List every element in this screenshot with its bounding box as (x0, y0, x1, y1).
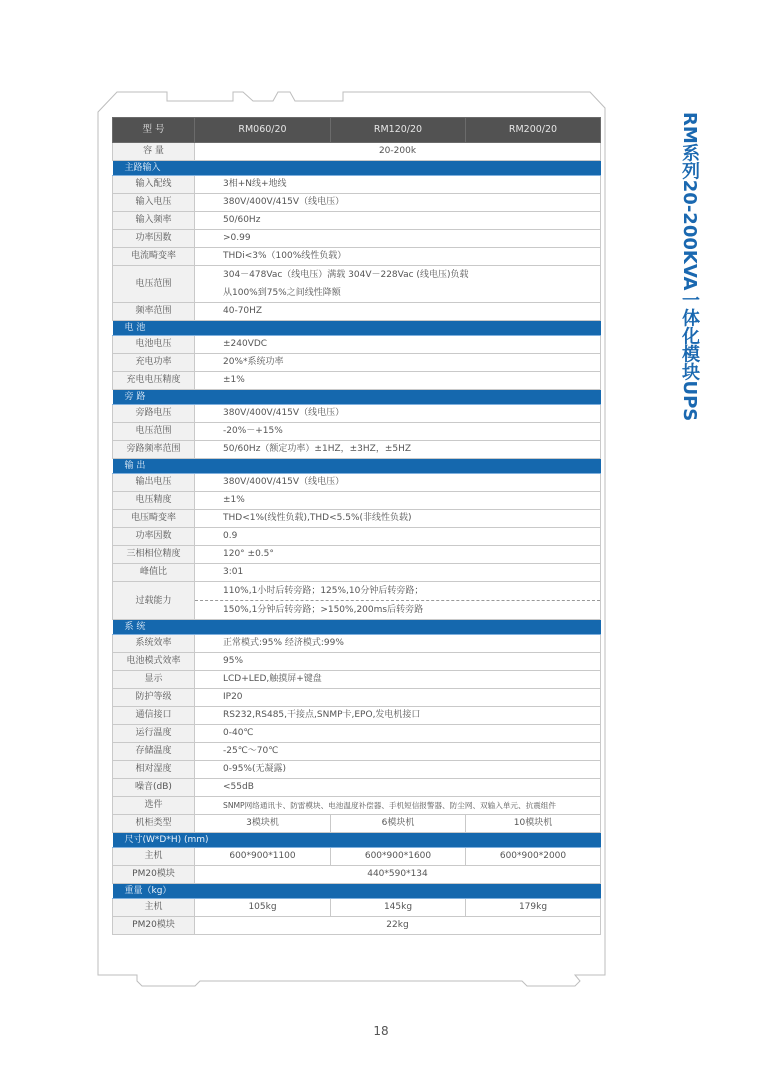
row-label: PM20模块 (113, 866, 195, 884)
row-label: 电压精度 (113, 492, 195, 510)
header-row (113, 118, 601, 143)
table-row (113, 354, 601, 372)
table-row (113, 194, 601, 212)
weight-rm060: 105kg (195, 899, 331, 917)
row-value: IP20 (195, 689, 601, 707)
dim-rm200: 600*900*2000 (466, 848, 601, 866)
row-label: 峰值比 (113, 564, 195, 582)
row-label: 容 量 (113, 143, 195, 161)
row-value: 正常模式:95% 经济模式:99% (195, 635, 601, 653)
row-value: 0-95%(无凝露) (195, 761, 601, 779)
table-row (113, 492, 601, 510)
section-title: 旁 路 (113, 390, 601, 405)
row-label: 主机 (113, 899, 195, 917)
model-rm200: RM200/20 (466, 118, 601, 143)
side-title: RM系列20-200KVA一体化模块UPS (679, 112, 700, 422)
row-label: 三相相位精度 (113, 546, 195, 564)
row-value: 440*590*134 (195, 866, 601, 884)
table-row (113, 441, 601, 459)
row-label: 输入配线 (113, 176, 195, 194)
row-label: 电流畸变率 (113, 248, 195, 266)
table-row (113, 266, 601, 303)
dimensions-module-row (113, 866, 601, 884)
row-value (195, 582, 601, 620)
row-label: 过载能力 (113, 582, 195, 620)
row-label: 机柜类型 (113, 815, 195, 833)
row-value: 20%*系统功率 (195, 354, 601, 372)
cabinet-row (113, 815, 601, 833)
weight-module-row (113, 917, 601, 935)
row-value-line2: 150%,1分钟后转旁路；>150%,200ms后转旁路 (223, 605, 424, 615)
row-value: >0.99 (195, 230, 601, 248)
row-value: SNMP网络通讯卡、防雷模块、电池温度补偿器、手机短信报警器、防尘网、双输入单元、抗震组件 (195, 797, 601, 815)
row-value: THDi<3%（100%线性负载） (195, 248, 601, 266)
row-label: 主机 (113, 848, 195, 866)
table-row (113, 303, 601, 321)
section-battery (113, 321, 601, 336)
row-value-line1: 110%,1小时后转旁路；125%,10分钟后转旁路； (195, 582, 600, 601)
row-value: -25℃～70℃ (195, 743, 601, 761)
table-row (113, 653, 601, 671)
row-label: 频率范围 (113, 303, 195, 321)
section-title: 尺寸(W*D*H) (mm) (113, 833, 601, 848)
capacity-row (113, 143, 601, 161)
row-value: 380V/400V/415V（线电压） (195, 405, 601, 423)
row-label: 充电电压精度 (113, 372, 195, 390)
row-value: 380V/400V/415V（线电压） (195, 194, 601, 212)
row-value: THD<1%(线性负载),THD<5.5%(非线性负载) (195, 510, 601, 528)
row-value: 50/60Hz (195, 212, 601, 230)
table-row (113, 176, 601, 194)
spec-table (112, 117, 601, 935)
row-label: 输入频率 (113, 212, 195, 230)
table-row (113, 761, 601, 779)
cabinet-6-module: 6模块机 (331, 815, 466, 833)
row-label: 旁路频率范围 (113, 441, 195, 459)
row-value: <55dB (195, 779, 601, 797)
cabinet-3-module: 3模块机 (195, 815, 331, 833)
section-title: 电 池 (113, 321, 601, 336)
row-value: LCD+LED,触摸屏+键盘 (195, 671, 601, 689)
row-label: 显示 (113, 671, 195, 689)
row-value: RS232,RS485,干接点,SNMP卡,EPO,发电机接口 (195, 707, 601, 725)
row-label: 防护等级 (113, 689, 195, 707)
table-row (113, 743, 601, 761)
section-weight (113, 884, 601, 899)
row-value: ±1% (195, 492, 601, 510)
row-value: 3:01 (195, 564, 601, 582)
row-label: 功率因数 (113, 230, 195, 248)
row-label: 通信接口 (113, 707, 195, 725)
table-row (113, 336, 601, 354)
row-value: ±240VDC (195, 336, 601, 354)
weight-rm120: 145kg (331, 899, 466, 917)
table-row (113, 797, 601, 815)
table-row (113, 546, 601, 564)
header-label: 型 号 (113, 118, 195, 143)
section-bypass (113, 390, 601, 405)
row-label: 输入电压 (113, 194, 195, 212)
section-title: 主路输入 (113, 161, 601, 176)
row-label: 运行温度 (113, 725, 195, 743)
table-row (113, 707, 601, 725)
cabinet-10-module: 10模块机 (466, 815, 601, 833)
row-value: 380V/400V/415V（线电压） (195, 474, 601, 492)
row-value: 120° ±0.5° (195, 546, 601, 564)
model-rm120: RM120/20 (331, 118, 466, 143)
row-value: 20-200k (195, 143, 601, 161)
row-value: 50/60Hz（额定功率）±1HZ，±3HZ，±5HZ (195, 441, 601, 459)
row-label: 选件 (113, 797, 195, 815)
table-row (113, 671, 601, 689)
section-title: 重量（kg） (113, 884, 601, 899)
row-value-line2: 从100%到75%之间线性降额 (223, 288, 341, 298)
table-row (113, 248, 601, 266)
row-value: ±1% (195, 372, 601, 390)
table-row (113, 474, 601, 492)
row-label: 存储温度 (113, 743, 195, 761)
table-row (113, 528, 601, 546)
table-row (113, 635, 601, 653)
table-row (113, 423, 601, 441)
row-label: 功率因数 (113, 528, 195, 546)
section-output (113, 459, 601, 474)
row-label: 电压范围 (113, 266, 195, 303)
row-label: 电压范围 (113, 423, 195, 441)
row-value: 0-40℃ (195, 725, 601, 743)
weight-rm200: 179kg (466, 899, 601, 917)
row-label: 旁路电压 (113, 405, 195, 423)
row-label: PM20模块 (113, 917, 195, 935)
table-row (113, 230, 601, 248)
row-value: 3相+N线+地线 (195, 176, 601, 194)
section-dimensions (113, 833, 601, 848)
weight-host-row (113, 899, 601, 917)
row-value (195, 266, 601, 303)
table-row (113, 725, 601, 743)
table-row (113, 212, 601, 230)
row-value: 40-70HZ (195, 303, 601, 321)
page-number: 18 (373, 1024, 389, 1038)
table-row (113, 689, 601, 707)
section-title: 系 统 (113, 620, 601, 635)
table-row (113, 582, 601, 620)
model-rm060: RM060/20 (195, 118, 331, 143)
row-value-line1: 304－478Vac（线电压）满载 304V－228Vac (线电压)负载 (223, 270, 469, 280)
table-row (113, 779, 601, 797)
row-value: 0.9 (195, 528, 601, 546)
table-row (113, 564, 601, 582)
section-title: 输 出 (113, 459, 601, 474)
row-value: 95% (195, 653, 601, 671)
row-label: 输出电压 (113, 474, 195, 492)
section-main-input (113, 161, 601, 176)
row-label: 充电功率 (113, 354, 195, 372)
dimensions-host-row (113, 848, 601, 866)
row-label: 相对湿度 (113, 761, 195, 779)
dim-rm060: 600*900*1100 (195, 848, 331, 866)
row-label: 系统效率 (113, 635, 195, 653)
row-value: -20%－+15% (195, 423, 601, 441)
section-system (113, 620, 601, 635)
table-row (113, 372, 601, 390)
row-label: 电池电压 (113, 336, 195, 354)
table-row (113, 405, 601, 423)
table-row (113, 510, 601, 528)
row-label: 电压畸变率 (113, 510, 195, 528)
dim-rm120: 600*900*1600 (331, 848, 466, 866)
row-value: 22kg (195, 917, 601, 935)
row-label: 电池模式效率 (113, 653, 195, 671)
row-label: 噪音(dB) (113, 779, 195, 797)
